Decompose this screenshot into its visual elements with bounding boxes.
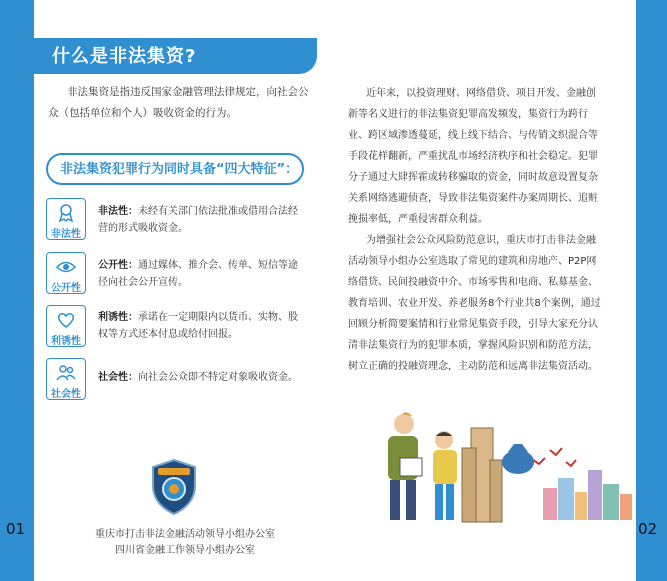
intro-line-7: 挽损率低，严重侵害群众利益。: [348, 214, 488, 225]
heart-icon: [56, 310, 76, 330]
organization-line-1: 重庆市打击非法金融活动领导小组办公室: [95, 529, 275, 540]
feature-desc-public-1: 通过媒体、推介会、传单、短信等途: [138, 260, 298, 271]
feature-public-card: [46, 252, 86, 294]
feature-social-card: [46, 358, 86, 400]
watermark-text: .com: [635, 560, 665, 573]
purpose-line-4: 教育培训、农业开发、养老服务8个行业共8个案例，通过: [348, 298, 601, 309]
fraud-scene-illustration: [378, 400, 636, 530]
people-icon: [56, 363, 76, 383]
page-title: 什么是非法集资?: [52, 46, 197, 67]
purpose-line-1: 为增强社会公众风险防范意识，重庆市打击非法金融: [366, 235, 596, 246]
feature-desc-public-2: 径向社会公开宣传。: [98, 277, 188, 288]
feature-illegal-card: [46, 198, 86, 240]
feature-text-lure: [98, 309, 304, 343]
feature-text-social: [98, 369, 304, 386]
intro-line-1: 近年来，以投资理财、网络借贷、项目开发、金融创: [366, 88, 596, 99]
intro-line-6: 关系网络逃避侦查，导致非法集资案件办案周期长、追赃: [348, 193, 598, 204]
purpose-line-6: 清非法集资行为的犯罪本质，掌握风险识别和防范方法，: [348, 340, 598, 351]
feature-label-lure: 利诱性: [51, 336, 81, 347]
purpose-line-5: 回顾分析简要案情和行业常见集资手段，引导大家充分认: [348, 319, 598, 330]
feature-desc-illegal-1: 未经有关部门依法批准或借用合法经: [138, 206, 298, 217]
purpose-line-3: 络借贷、民间投融资中介、市场零售和电商、私募基金、: [348, 277, 598, 288]
ribbon-icon: [56, 203, 76, 223]
feature-desc-lure-1: 承诺在一定期限内以货币、实物、股: [138, 312, 298, 323]
feature-desc-illegal-2: 营的形式吸收资金。: [98, 223, 188, 234]
feature-text-public: [98, 257, 304, 291]
left-side-tab: [0, 0, 34, 581]
feature-text-illegal: [98, 203, 304, 237]
feature-desc-lure-2: 权等方式还本付息或给付回报。: [98, 329, 238, 340]
feature-name-public: 公开性：: [98, 260, 138, 271]
right-side-tab: [636, 0, 667, 581]
intro-line-4: 手段花样翻新，严重扰乱市场经济秩序和社会稳定。犯罪: [348, 151, 598, 162]
feature-label-social: 社会性: [51, 389, 81, 400]
definition-line-1: 非法集资是指违反国家金融管理法律规定，向社会公: [67, 86, 309, 98]
purpose-line-7: 树立正确的投融资理念，主动防范和远离非法集资活动。: [348, 361, 598, 372]
intro-line-2: 新等名义进行的非法集资犯罪高发频发，集资行为跨行: [348, 109, 588, 120]
feature-desc-social-1: 向社会公众即不特定对象吸收资金。: [138, 372, 298, 383]
feature-label-illegal: 非法性: [51, 229, 81, 240]
shield-badge-icon: [150, 458, 198, 516]
features-heading: 非法集资犯罪行为同时具备“四大特征”：: [60, 162, 299, 177]
organization-line-2: 四川省金融工作领导小组办公室: [115, 545, 255, 556]
feature-lure-card: [46, 305, 86, 347]
intro-line-3: 业、跨区域渗透蔓延，线上线下结合、与传销文织混合等: [348, 130, 598, 141]
intro-line-5: 分子通过大肆挥霍或转移骗取的资金，同时故意设置复杂: [348, 172, 598, 183]
feature-name-social: 社会性：: [98, 372, 138, 383]
eye-icon: [56, 257, 76, 277]
feature-label-public: 公开性: [51, 283, 81, 294]
feature-name-illegal: 非法性：: [98, 206, 138, 217]
feature-name-lure: 利诱性：: [98, 312, 138, 323]
page-number-right: 02: [638, 520, 658, 538]
page-number-left: 01: [6, 520, 26, 538]
definition-line-2: 众（包括单位和个人）吸收资金的行为。: [48, 107, 237, 119]
purpose-line-2: 活动领导小组办公室选取了常见的建筑和房地产、P2P网: [348, 256, 597, 267]
